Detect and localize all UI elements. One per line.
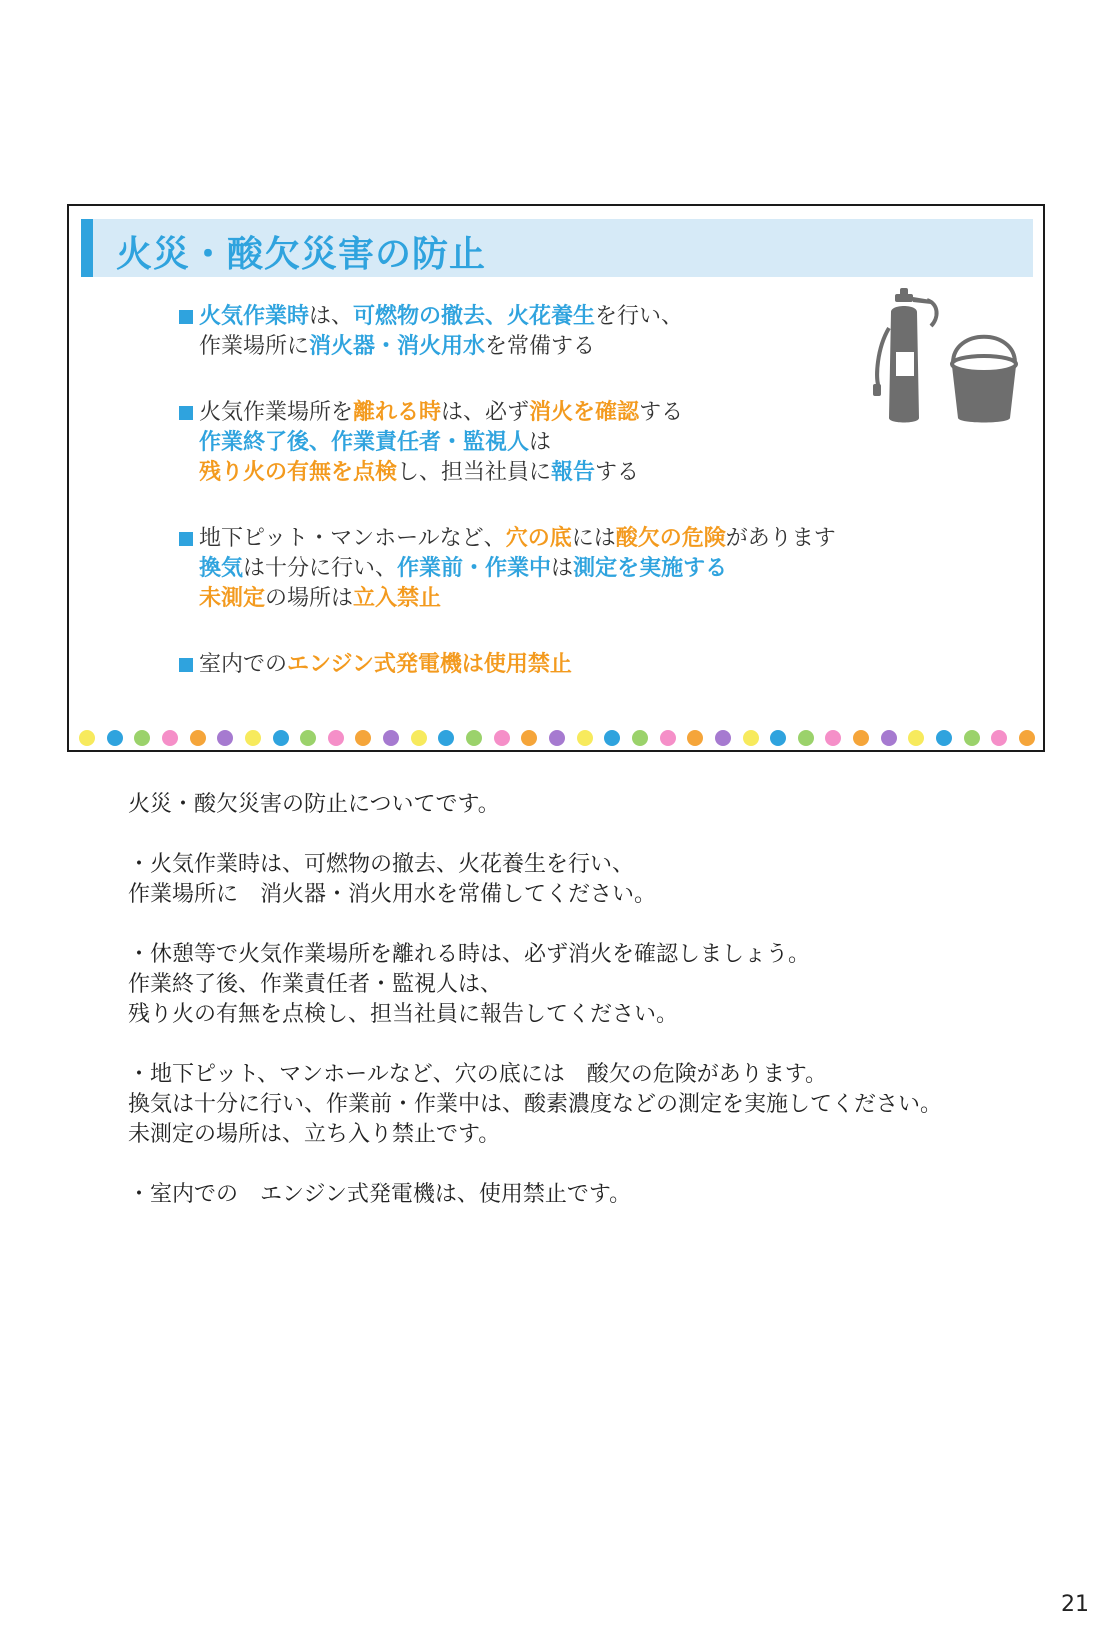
decorative-dot bbox=[328, 730, 344, 746]
decorative-dot bbox=[79, 730, 95, 746]
slide-frame bbox=[67, 204, 1045, 752]
decorative-dot bbox=[245, 730, 261, 746]
bullet-text-segment: 穴の底 bbox=[505, 526, 572, 551]
bullet-text-segment: 消火を確認 bbox=[529, 400, 640, 425]
bullet-text-segment: は十分に行い、 bbox=[243, 556, 398, 581]
bullet-line bbox=[179, 398, 683, 428]
bullet-line bbox=[179, 584, 836, 614]
bullet-text-segment: する bbox=[595, 460, 640, 485]
bullet-item bbox=[179, 398, 683, 488]
bullet-square-icon bbox=[179, 532, 193, 546]
decorative-dot bbox=[991, 730, 1007, 746]
speaker-notes bbox=[128, 790, 1028, 1240]
bullet-text-segment: には bbox=[571, 526, 616, 551]
decorative-dot bbox=[770, 730, 786, 746]
bullet-text-segment: は、 bbox=[309, 304, 354, 329]
decorative-dot bbox=[743, 730, 759, 746]
decorative-dot bbox=[190, 730, 206, 746]
bullet-text-segment: の場所は bbox=[265, 586, 354, 611]
notes-paragraph bbox=[128, 940, 1028, 1030]
bullet-text-segment: 換気 bbox=[199, 556, 244, 581]
bullet-text-segment: 報告 bbox=[551, 460, 596, 485]
notes-line: 換気は十分に行い、作業前・作業中は、酸素濃度などの測定を実施してください。 bbox=[128, 1092, 943, 1117]
decorative-dot bbox=[825, 730, 841, 746]
title-accent-bar bbox=[81, 219, 93, 277]
notes-line: ・火気作業時は、可燃物の撤去、火花養生を行い、 bbox=[128, 852, 635, 877]
decorative-dot bbox=[494, 730, 510, 746]
bullet-text-segment: エンジン式発電機は使用禁止 bbox=[287, 652, 572, 677]
bullet-text-segment: 作業場所に bbox=[199, 334, 310, 359]
bullet-item bbox=[179, 302, 683, 362]
bullet-square-icon bbox=[179, 310, 193, 324]
decorative-dot bbox=[549, 730, 565, 746]
bullet-line bbox=[179, 650, 572, 680]
notes-paragraph bbox=[128, 790, 1028, 820]
bullet-item bbox=[179, 524, 836, 614]
decorative-dot bbox=[577, 730, 593, 746]
notes-line: ・室内での エンジン式発電機は、使用禁止です。 bbox=[128, 1182, 632, 1207]
decorative-dot bbox=[411, 730, 427, 746]
decorative-dot bbox=[383, 730, 399, 746]
decorative-dot bbox=[438, 730, 454, 746]
bullet-square-icon bbox=[179, 658, 193, 672]
bullet-text-segment: 離れる時 bbox=[353, 400, 442, 425]
notes-line: 作業終了後、作業責任者・監視人は、 bbox=[128, 972, 503, 997]
bullet-text-segment: を常備する bbox=[485, 334, 596, 359]
decorative-dot bbox=[604, 730, 620, 746]
bullet-line bbox=[179, 332, 683, 362]
bullet-text-segment: 測定を実施する bbox=[573, 556, 728, 581]
bullet-text-segment: 立入禁止 bbox=[353, 586, 442, 611]
decorative-dot bbox=[908, 730, 924, 746]
bullet-line bbox=[179, 458, 683, 488]
bullet-text-segment: 作業前・作業中 bbox=[397, 556, 552, 581]
decorative-dot bbox=[964, 730, 980, 746]
bullet-text-segment: を行い、 bbox=[595, 304, 684, 329]
bullet-text-segment: 消火器・消火用水 bbox=[309, 334, 486, 359]
bullet-text-segment: 酸欠の危険 bbox=[615, 526, 726, 551]
notes-paragraph bbox=[128, 1060, 1028, 1150]
slide-title: 火災・酸欠災害の防止 bbox=[116, 234, 487, 275]
bullet-text-segment: があります bbox=[725, 526, 836, 551]
decorative-dot bbox=[798, 730, 814, 746]
bullet-text-segment: する bbox=[639, 400, 684, 425]
bullet-text-segment: は bbox=[551, 556, 574, 581]
decorative-dot bbox=[466, 730, 482, 746]
bullet-text-segment: 可燃物の撤去、火花養生 bbox=[353, 304, 596, 329]
notes-paragraph bbox=[128, 1180, 1028, 1210]
bullet-line bbox=[179, 428, 683, 458]
bullet-line bbox=[179, 554, 836, 584]
decorative-dot bbox=[853, 730, 869, 746]
bullet-line bbox=[179, 302, 683, 332]
notes-line: 火災・酸欠災害の防止についてです。 bbox=[128, 792, 500, 817]
decorative-dot bbox=[273, 730, 289, 746]
notes-line: ・休憩等で火気作業場所を離れる時は、必ず消火を確認しましょう。 bbox=[128, 942, 811, 967]
decorative-dot bbox=[1019, 730, 1035, 746]
page-number: 21 bbox=[1061, 1592, 1089, 1617]
bullet-text-segment: 未測定 bbox=[199, 586, 266, 611]
decorative-dot bbox=[881, 730, 897, 746]
notes-line: 残り火の有無を点検し、担当社員に報告してください。 bbox=[128, 1002, 679, 1027]
bucket-icon bbox=[952, 337, 1016, 423]
bullet-text-segment: 残り火の有無を点検 bbox=[199, 460, 398, 485]
decorative-dot bbox=[107, 730, 123, 746]
slide-title-bar bbox=[81, 219, 1033, 277]
bullet-square-icon bbox=[179, 406, 193, 420]
bullet-text-segment: 地下ピット・マンホールなど、 bbox=[199, 526, 506, 551]
decorative-dot bbox=[936, 730, 952, 746]
decorative-dot bbox=[300, 730, 316, 746]
decorative-dot bbox=[660, 730, 676, 746]
bullet-text-segment: 火気作業場所を bbox=[199, 400, 354, 425]
bullet-text-segment: は bbox=[529, 430, 552, 455]
bullet-text-segment: 火気作業時 bbox=[199, 304, 310, 329]
safety-illustration bbox=[869, 288, 1019, 428]
notes-paragraph bbox=[128, 850, 1028, 910]
decorative-dot bbox=[134, 730, 150, 746]
notes-line: ・地下ピット、マンホールなど、穴の底には 酸欠の危険があります。 bbox=[128, 1062, 827, 1087]
decorative-dot bbox=[162, 730, 178, 746]
bullet-text-segment: 室内での bbox=[199, 652, 288, 677]
decorative-dot-row bbox=[79, 730, 1035, 748]
fire-extinguisher-icon bbox=[873, 288, 937, 423]
bullet-text-segment: し、担当社員に bbox=[397, 460, 552, 485]
bullet-item bbox=[179, 650, 572, 680]
bullet-text-segment: は、必ず bbox=[441, 400, 530, 425]
decorative-dot bbox=[355, 730, 371, 746]
decorative-dot bbox=[217, 730, 233, 746]
bullet-line bbox=[179, 524, 836, 554]
notes-line: 作業場所に 消火器・消火用水を常備してください。 bbox=[128, 882, 657, 907]
decorative-dot bbox=[687, 730, 703, 746]
decorative-dot bbox=[632, 730, 648, 746]
bullet-text-segment: 作業終了後、作業責任者・監視人 bbox=[199, 430, 530, 455]
decorative-dot bbox=[521, 730, 537, 746]
decorative-dot bbox=[715, 730, 731, 746]
notes-line: 未測定の場所は、立ち入り禁止です。 bbox=[128, 1122, 501, 1147]
